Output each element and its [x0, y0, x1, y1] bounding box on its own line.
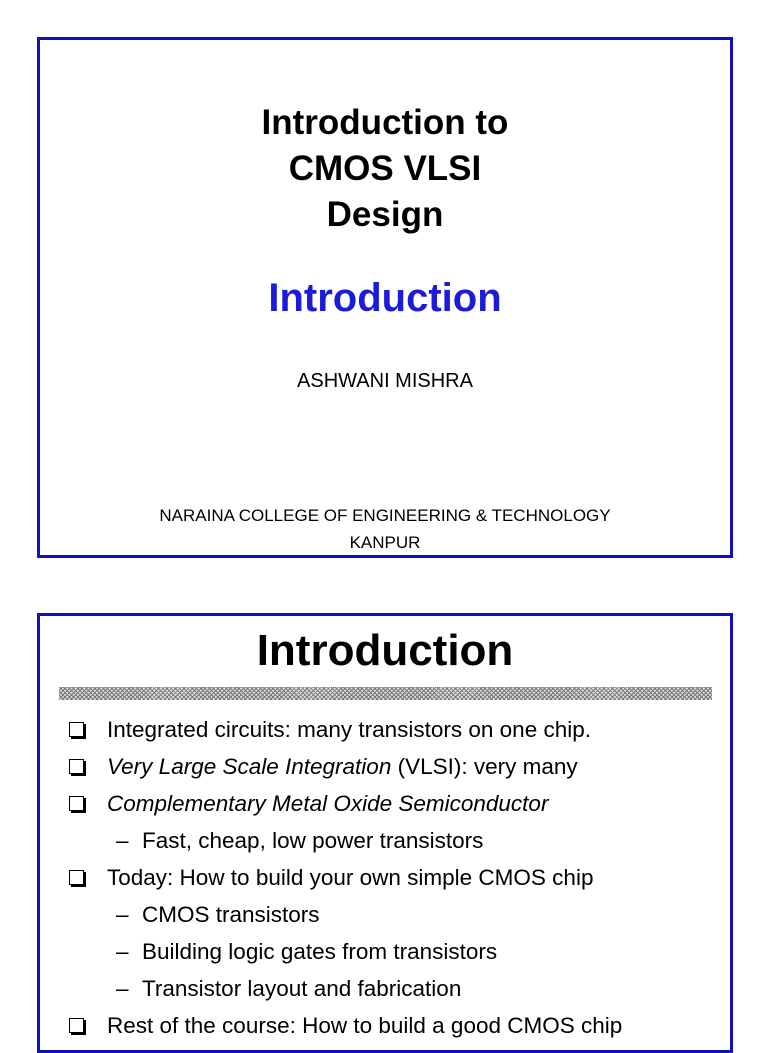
- bullet-emphasis: Complementary Metal Oxide Semiconductor: [107, 791, 549, 816]
- bullet-list: [66, 711, 730, 1044]
- bullet-rest: (VLSI): very many: [391, 754, 578, 779]
- checkbox-bullet-icon: [69, 796, 84, 811]
- slide-title: [40, 100, 730, 238]
- introduction-slide: [37, 613, 733, 1053]
- dash-bullet: –: [116, 939, 129, 964]
- checkbox-bullet-icon: [69, 759, 84, 774]
- bullet-item: [66, 1007, 730, 1044]
- bullet-text: Integrated circuits: many transistors on one chip.: [107, 717, 591, 742]
- title-slide: [37, 37, 733, 558]
- bullet-emphasis: Very Large Scale Integration: [107, 754, 392, 779]
- slide-title-line: Introduction to: [261, 103, 509, 142]
- sub-bullet-item: [66, 896, 730, 933]
- sub-bullet-item: [66, 822, 730, 859]
- checkbox-bullet-icon: [69, 870, 84, 885]
- checkbox-bullet-icon: [69, 1018, 84, 1033]
- institution-line: NARAINA COLLEGE OF ENGINEERING & TECHNOLOGY: [159, 506, 611, 525]
- bullet-text: Rest of the course: How to build a good CMOS chip: [107, 1013, 623, 1038]
- checkbox-bullet-icon: [69, 722, 84, 737]
- bullet-text: [107, 785, 548, 822]
- author-name: ASHWANI MISHRA: [297, 370, 473, 392]
- dash-bullet: –: [116, 902, 129, 927]
- slide-title-line: CMOS VLSI: [288, 149, 482, 188]
- bullet-text: Transistor layout and fabrication: [142, 976, 462, 1001]
- hatched-divider: [59, 687, 712, 700]
- bullet-text: Fast, cheap, low power transistors: [142, 828, 484, 853]
- bullet-text: Today: How to build your own simple CMOS chip: [107, 865, 594, 890]
- institution: [40, 502, 730, 556]
- dash-bullet: –: [116, 976, 129, 1001]
- sub-bullet-item: [66, 933, 730, 970]
- bullet-text: [107, 748, 578, 785]
- institution-line: KANPUR: [349, 533, 421, 552]
- bullet-item: [66, 859, 730, 896]
- bullet-text: CMOS transistors: [142, 902, 320, 927]
- bullet-item: [66, 785, 730, 822]
- slide-title-line: Design: [326, 195, 444, 234]
- sub-bullet-item: [66, 970, 730, 1007]
- slide-subtitle: Introduction: [268, 276, 502, 320]
- slide-heading: Introduction: [256, 626, 514, 675]
- bullet-item: [66, 748, 730, 785]
- bullet-text: Building logic gates from transistors: [142, 939, 498, 964]
- bullet-item: [66, 711, 730, 748]
- dash-bullet: –: [116, 828, 129, 853]
